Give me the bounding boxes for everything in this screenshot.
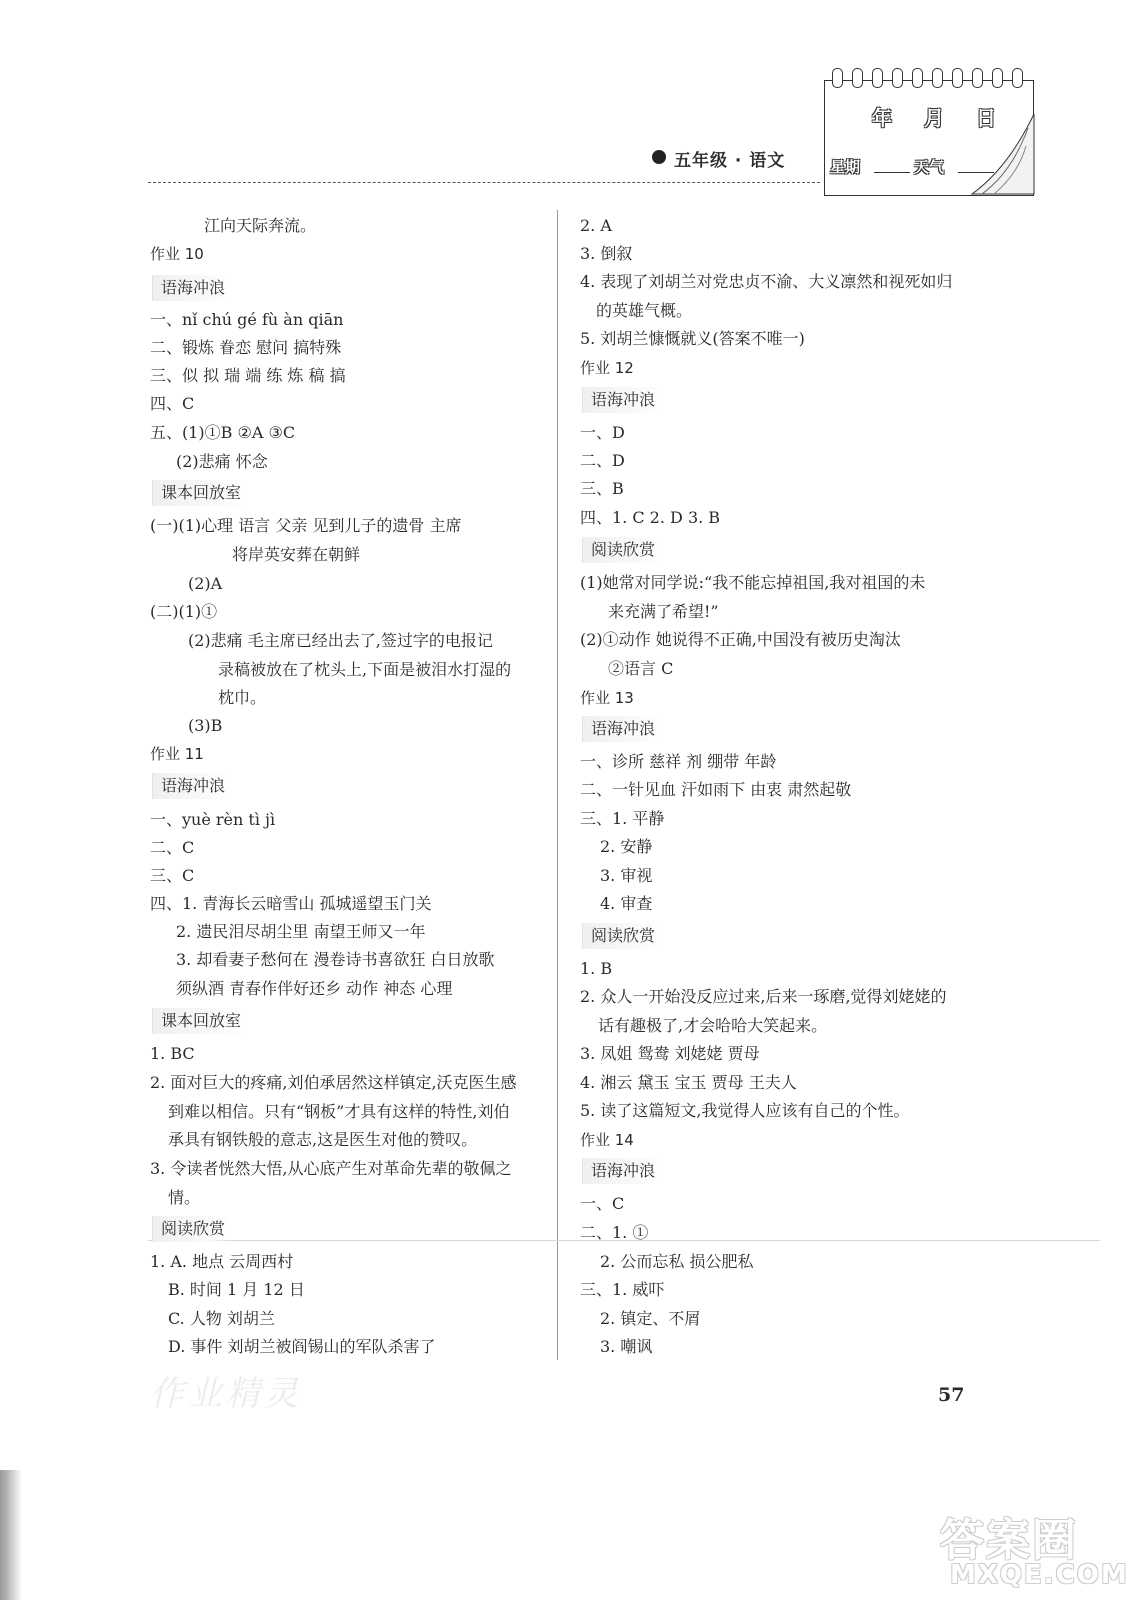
text-line: 枕巾。: [218, 688, 267, 707]
assignment-heading: 作业 11: [150, 745, 204, 763]
text-line: (2)悲痛 怀念: [176, 452, 268, 471]
text-line: 3. 却看妻子愁何在 漫卷诗书喜欲狂 白日放歌: [176, 950, 495, 969]
scan-edge-shadow: [0, 1470, 22, 1600]
text-line: 4. 湘云 黛玉 宝玉 贾母 王夫人: [580, 1073, 797, 1092]
section-heading: 课本回放室: [152, 480, 249, 506]
text-line: 情。: [168, 1188, 201, 1207]
text-line: 2. 面对巨大的疼痛,刘伯承居然这样镇定,沃克医生感: [150, 1073, 517, 1092]
text-line: 3. 审视: [600, 866, 653, 885]
calendar-ring-icon: [912, 68, 923, 88]
section-heading: 语海冲浪: [582, 716, 663, 742]
text-line: C. 人物 刘胡兰: [168, 1309, 275, 1328]
text-line: (3)B: [188, 716, 223, 735]
text-line: 3. 令读者恍然大悟,从心底产生对革命先辈的敬佩之: [150, 1159, 512, 1178]
assignment-heading: 作业 10: [150, 245, 204, 263]
text-line: 到难以相信。只有“钢板”才具有这样的特性,刘伯: [168, 1102, 510, 1121]
text-line: (一)(1)心理 语言 父亲 见到儿子的遗骨 主席: [150, 516, 462, 535]
text-line: 三、C: [150, 866, 195, 885]
calendar-weather: 天气: [914, 158, 945, 176]
text-line: 1. B: [580, 959, 613, 978]
text-line: 4. 审查: [600, 894, 653, 913]
text-line: 1. A. 地点 云周西村: [150, 1252, 294, 1271]
text-line: D. 事件 刘胡兰被阎锡山的军队杀害了: [168, 1337, 436, 1356]
calendar-widget: [818, 68, 1034, 196]
watermark-left: 作业精灵: [150, 1374, 302, 1414]
section-heading: 语海冲浪: [152, 275, 233, 301]
text-line: 2. 遗民泪尽胡尘里 南望王师又一年: [176, 922, 426, 941]
section-heading: 阅读欣赏: [582, 537, 663, 563]
text-line: (二)(1)①: [150, 602, 218, 621]
text-line: (2)A: [188, 574, 223, 593]
header-bullet-icon: [652, 150, 666, 164]
text-line: 五、(1)①B ②A ③C: [150, 423, 296, 442]
text-line: 话有趣极了,才会哈哈大笑起来。: [598, 1016, 828, 1035]
page-number: 57: [938, 1384, 965, 1406]
text-line: 来充满了希望!”: [608, 602, 719, 621]
section-heading: 课本回放室: [152, 1008, 249, 1034]
text-line: (1)她常对同学说:“我不能忘掉祖国,我对祖国的未: [580, 573, 926, 592]
text-line: 四、1. C 2. D 3. B: [580, 508, 721, 527]
text-line: 一、诊所 慈祥 剂 绷带 年龄: [580, 752, 777, 771]
calendar-year: 年: [872, 106, 892, 130]
text-line: ②语言 C: [608, 659, 674, 678]
text-line: 三、B: [580, 479, 624, 498]
text-line: 5. 读了这篇短文,我觉得人应该有自己的个性。: [580, 1101, 910, 1120]
page-curl-icon: [968, 108, 1038, 196]
calendar-ring-icon: [872, 68, 883, 88]
calendar-month: 月: [924, 106, 944, 130]
section-heading: 语海冲浪: [152, 773, 233, 799]
text-line: 1. BC: [150, 1044, 195, 1063]
text-line: 三、1. 平静: [580, 809, 665, 828]
text-line: 2. 安静: [600, 837, 653, 856]
text-line: 一、D: [580, 423, 625, 442]
text-line: 一、nǐ chú gé fù àn qiān: [150, 310, 344, 329]
text-line: (2)悲痛 毛主席已经出去了,签过字的电报记: [188, 631, 493, 650]
section-heading: 阅读欣赏: [582, 923, 663, 949]
text-line: 三、似 拟 瑞 端 练 炼 稿 搞: [150, 366, 346, 385]
assignment-heading: 作业 14: [580, 1131, 634, 1149]
text-line: (2)①动作 她说得不正确,中国没有被历史淘汰: [580, 630, 901, 649]
text-line: 承具有钢铁般的意志,这是医生对他的赞叹。: [168, 1130, 478, 1149]
text-line: 2. 众人一开始没反应过来,后来一琢磨,觉得刘姥姥的: [580, 987, 947, 1006]
calendar-ring-icon: [972, 68, 983, 88]
section-heading: 语海冲浪: [582, 1158, 663, 1184]
section-heading: 语海冲浪: [582, 387, 663, 413]
text-line: 将岸英安葬在朝鲜: [232, 545, 361, 564]
text-line: 4. 表现了刘胡兰对党忠贞不渝、大义凛然和视死如归: [580, 272, 953, 291]
calendar-weekday: 星期: [830, 158, 861, 176]
calendar-ring-icon: [852, 68, 863, 88]
text-line: 二、一针见血 汗如雨下 由衷 肃然起敬: [580, 780, 852, 799]
text-line: 2. 镇定、不屑: [600, 1309, 701, 1328]
text-line: 3. 倒叙: [580, 244, 633, 263]
text-line: 一、C: [580, 1194, 625, 1213]
calendar-ring-icon: [952, 68, 963, 88]
text-line: 江向天际奔流。: [204, 216, 317, 235]
calendar-ring-icon: [992, 68, 1003, 88]
assignment-heading: 作业 12: [580, 359, 634, 377]
calendar-ring-icon: [892, 68, 903, 88]
weekday-blank-line: [874, 172, 910, 173]
watermark-right-sub: MXQE.COM: [950, 1560, 1129, 1590]
calendar-ring-icon: [832, 68, 843, 88]
text-line: 2. A: [580, 216, 612, 235]
text-line: B. 时间 1 月 12 日: [168, 1280, 305, 1299]
calendar-day: 日: [976, 106, 996, 130]
text-line: 的英雄气概。: [596, 301, 693, 320]
text-line: 2. 公而忘私 损公肥私: [600, 1252, 754, 1271]
text-line: 5. 刘胡兰慷慨就义(答案不唯一): [580, 329, 805, 348]
text-line: 二、锻炼 眷恋 慰问 搞特殊: [150, 338, 342, 357]
watermark-logo: [900, 1500, 1129, 1600]
section-heading: 阅读欣赏: [152, 1216, 233, 1242]
text-line: 一、yuè rèn tì jì: [150, 810, 276, 829]
text-line: 3. 凤姐 鸳鸯 刘姥姥 贾母: [580, 1044, 760, 1063]
calendar-ring-icon: [932, 68, 943, 88]
text-line: 二、1. ①: [580, 1223, 649, 1242]
assignment-heading: 作业 13: [580, 689, 634, 707]
text-line: 四、C: [150, 394, 195, 413]
watermark-right-main: 答案圈: [940, 1515, 1078, 1566]
text-line: 三、1. 威吓: [580, 1280, 665, 1299]
text-line: 录稿被放在了枕头上,下面是被泪水打湿的: [218, 660, 512, 679]
column-divider: [557, 210, 558, 1360]
text-line: 二、D: [580, 451, 625, 470]
calendar-ring-icon: [1012, 68, 1023, 88]
text-line: 须纵酒 青春作伴好还乡 动作 神态 心理: [176, 979, 453, 998]
text-line: 3. 嘲讽: [600, 1337, 653, 1356]
grade-subject: 五年级 · 语文: [674, 151, 786, 171]
text-line: 四、1. 青海长云暗雪山 孤城遥望玉门关: [150, 894, 432, 913]
header-divider: [148, 182, 820, 183]
text-line: 二、C: [150, 838, 195, 857]
